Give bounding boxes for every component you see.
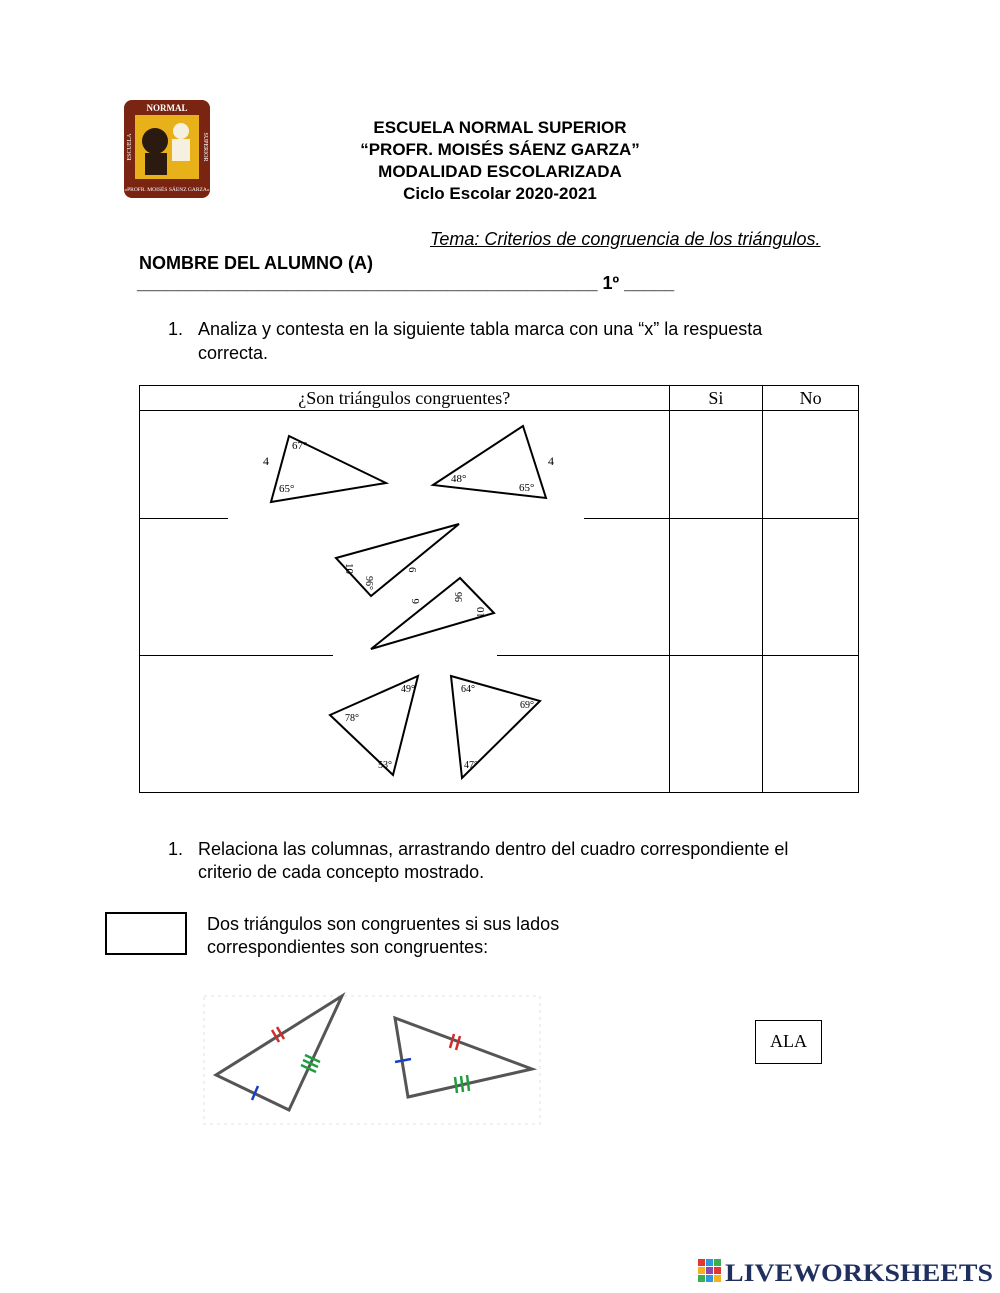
question-1-line-1: Analiza y contesta en la siguiente tabla marca con una “x” la respuesta [198, 319, 763, 339]
row3-b-bottom: 47° [464, 760, 478, 771]
row3-a-top: 49° [401, 684, 415, 695]
question-1-line-2: correcta. [198, 343, 269, 363]
tema-text: Tema: Criterios de congruencia de los triángulos. [430, 229, 821, 249]
row2-b-side2: 10 [475, 607, 487, 618]
sss-b-blue-tick [395, 1059, 411, 1062]
logo-bottom-text: «PROFR. MOISÉS SÁENZ GARZA» [124, 187, 210, 193]
option-ala[interactable]: ALA [755, 1020, 822, 1064]
sss-triangle-b [395, 1018, 532, 1097]
row1-a-top: 67° [292, 440, 308, 452]
header-line-2: “PROFR. MOISÉS SÁENZ GARZA” [360, 140, 640, 159]
concept-line-1: Dos triángulos son congruentes si sus lados [207, 914, 560, 934]
sss-figure [200, 990, 545, 1130]
question-2-line-1: Relaciona las columnas, arrastrando dentro del cuadro correspondiente el [198, 839, 789, 859]
row1-b-side: 4 [548, 454, 554, 468]
question-2-number: 1. [168, 839, 184, 859]
table-header-no: No [763, 386, 859, 411]
brand-text: LIVEWORKSHEETS [725, 1260, 993, 1287]
header-line-4: Ciclo Escolar 2020-2021 [403, 184, 597, 203]
drop-target-box[interactable] [105, 912, 187, 955]
student-name-label: NOMBRE DEL ALUMNO (A) [139, 253, 373, 273]
row2-a-side1: 10 [343, 563, 355, 574]
logo-top-text: NORMAL [146, 103, 188, 113]
row3-a-bottom: 53° [378, 760, 392, 771]
row1-a-side: 4 [263, 454, 269, 468]
sss-a-green-ticks [301, 1055, 320, 1072]
row1-b-right: 65° [519, 482, 535, 494]
row3-a-left: 78° [345, 713, 359, 724]
row2-triangle-a [336, 524, 459, 596]
header-line-3: MODALIDAD ESCOLARIZADA [378, 162, 622, 181]
row3-b-right: 69° [520, 700, 534, 711]
sss-b-red-ticks [450, 1034, 460, 1050]
row1-a-bottom: 65° [279, 483, 295, 495]
row2-a-angle: 96° [363, 576, 374, 590]
question-1-number: 1. [168, 319, 184, 339]
student-name-line[interactable]: ______________________________________________ 1º _____ [137, 273, 675, 293]
row2-b-angle: 96 [454, 592, 465, 602]
sss-triangle-a [216, 996, 342, 1110]
row2-a-side2: 6 [406, 567, 418, 573]
concept-line-2: correspondientes son congruentes: [207, 937, 489, 957]
table-header-question: ¿Son triángulos congruentes? [140, 386, 670, 411]
row2-b-side1: 6 [410, 598, 422, 604]
sss-b-green-ticks [455, 1075, 469, 1093]
table-header-si: Si [669, 386, 763, 411]
question-2-line-2: criterio de cada concepto mostrado. [198, 862, 485, 882]
logo-right-text: SUPERIOR [202, 132, 208, 162]
liveworksheets-logo [698, 1254, 998, 1288]
row3-b-top: 64° [461, 684, 475, 695]
header-line-1: ESCUELA NORMAL SUPERIOR [373, 118, 627, 137]
row1-b-left: 48° [451, 473, 467, 485]
logo-left-text: ESCUELA [127, 133, 133, 161]
